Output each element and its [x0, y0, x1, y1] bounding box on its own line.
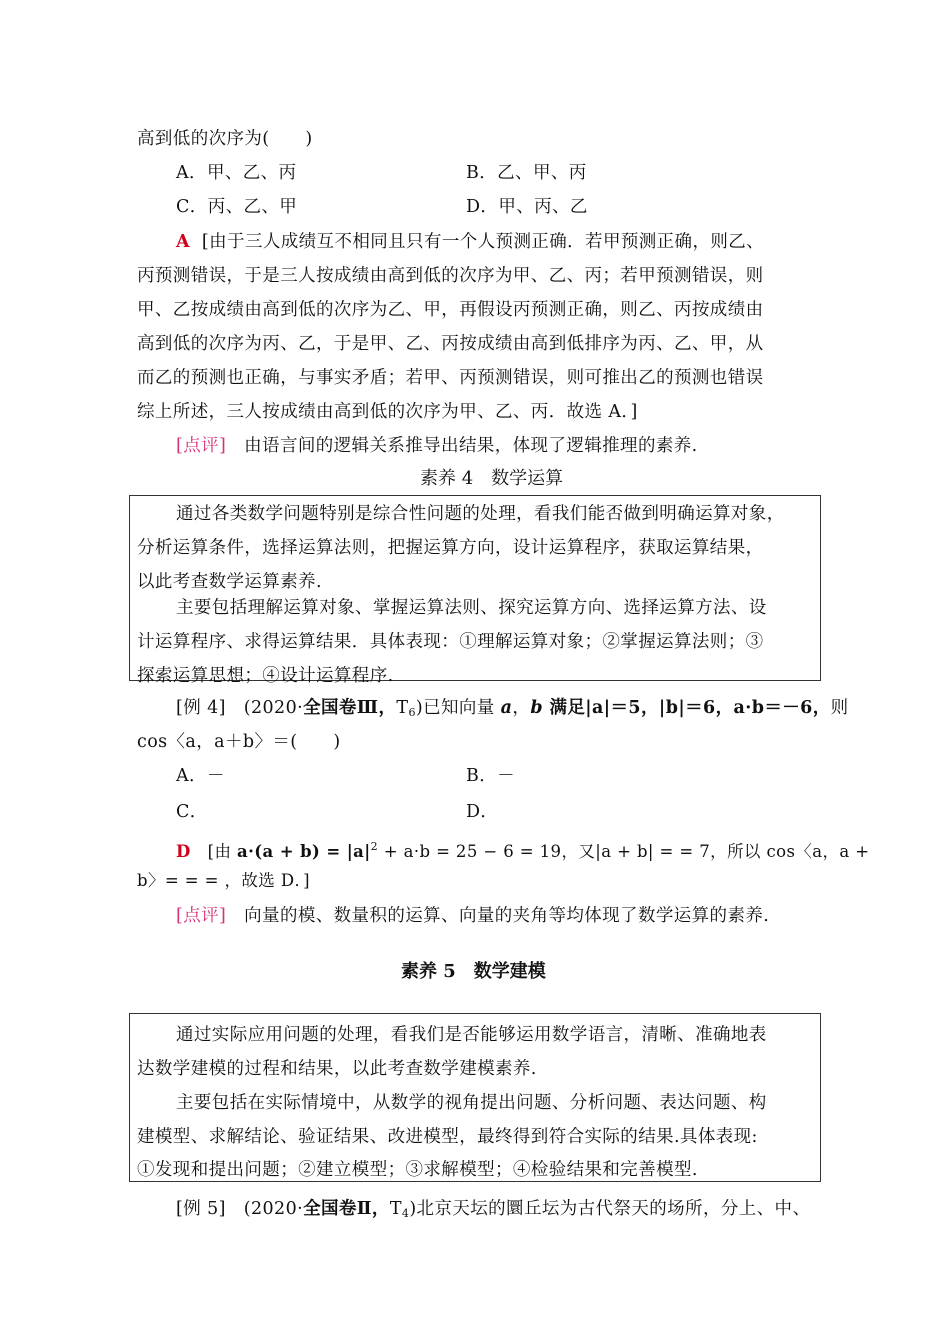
- box-line-2: 分析运算条件，选择运算法则，把握运算方向，设计运算程序，获取运算结果，: [137, 538, 764, 558]
- section-title: 素养 5 数学建模: [401, 961, 546, 982]
- comment-text: 向量的模、数量积的运算、向量的夹角等均体现了数学运算的素养.: [244, 906, 770, 926]
- solution-text: + a·b = 25 − 6 = 19，又|a + b| = = 7，所以 cos〈a，a +: [378, 842, 870, 861]
- solution-line-2: 丙预测错误，于是三人按成绩由高到低的次序为甲、乙、丙；若甲预测错误，则: [137, 266, 764, 286]
- box-line-1: 通过各类数学问题特别是综合性问题的处理，看我们能否做到明确运算对象，: [176, 504, 785, 524]
- question-stem-tail: 高到低的次序为( ): [137, 129, 313, 149]
- option-d: D．甲、丙、乙: [466, 197, 588, 217]
- box-line-4: 主要包括理解运算对象、掌握运算法则、探究运算方向、选择运算方法、设: [176, 598, 767, 618]
- comment-tag: [点评]: [176, 906, 227, 926]
- option-b: B．－: [466, 766, 516, 786]
- option-d: D．: [466, 802, 499, 822]
- solution-prefix: [由: [207, 842, 238, 861]
- example-tag: [例 5]: [176, 1199, 226, 1219]
- solution-line-6: 综上所述，三人按成绩由高到低的次序为甲、乙、丙．故选 A．]: [137, 402, 638, 422]
- comment-text: 由语言间的逻辑关系推导出结果，体现了逻辑推理的素养.: [244, 436, 698, 456]
- example-4-line-2: cos〈a，a＋b〉＝( ): [137, 732, 341, 752]
- box-line-1: 通过实际应用问题的处理，看我们是否能够运用数学语言，清晰、准确地表: [176, 1025, 767, 1045]
- solution-text: [由于三人成绩互不相同且只有一个人预测正确．若甲预测正确，则乙、: [201, 232, 765, 252]
- separator: ，: [512, 698, 531, 718]
- solution-line-3: 甲、乙按成绩由高到低的次序为乙、甲，再假设丙预测正确，则乙、丙按成绩由: [137, 300, 764, 320]
- question-text: )北京天坛的圜丘坛为古代祭天的场所，分上、中、: [409, 1199, 811, 1219]
- solution-line-5: 而乙的预测也正确，与事实矛盾；若甲、丙预测错误，则可推出乙的预测也错误: [137, 368, 764, 388]
- source-exam: 全国卷Ⅱ，: [303, 1199, 390, 1219]
- source-prefix: (2020·: [243, 698, 304, 718]
- condition-3: a·b＝－6，: [733, 698, 831, 718]
- comment-tag: [点评]: [176, 436, 227, 456]
- source-exam: 全国卷Ⅲ，: [303, 698, 397, 718]
- example-4-solution-1: [176, 836, 870, 863]
- source-t: T: [389, 1199, 402, 1219]
- source-t: T: [396, 698, 409, 718]
- solution-exponent: 2: [370, 840, 379, 853]
- option-a: A．甲、乙、丙: [176, 163, 297, 183]
- option-b: B．乙、甲、丙: [466, 163, 587, 183]
- source-prefix: (2020·: [243, 1199, 304, 1219]
- example-5-line-1: [176, 1198, 810, 1225]
- solution-line-1: [176, 231, 764, 253]
- example-tag: [例 4]: [176, 698, 226, 718]
- box-line-2: 达数学建模的过程和结果，以此考查数学建模素养.: [137, 1059, 537, 1079]
- box-line-3: 以此考查数学运算素养.: [137, 572, 322, 592]
- example-4-line-1: [176, 697, 849, 724]
- vector-b: b: [530, 698, 543, 718]
- source-number: 6: [408, 706, 416, 719]
- comment-line: [176, 435, 698, 457]
- box-line-3: 主要包括在实际情境中，从数学的视角提出问题、分析问题、表达问题、构: [176, 1093, 767, 1113]
- question-text-then: 则: [830, 698, 849, 718]
- section-title: 素养 4 数学运算: [420, 468, 564, 489]
- box-line-5: 计运算程序、求得运算结果．具体表现：①理解运算对象；②掌握运算法则；③: [137, 632, 764, 652]
- condition-2: |b|＝6，: [658, 698, 734, 718]
- vector-a: a: [500, 698, 513, 718]
- solution-line-4: 高到低的次序为丙、乙，于是甲、乙、丙按成绩由高到低排序为丙、乙、甲，从: [137, 334, 764, 354]
- source-number: 4: [401, 1207, 410, 1220]
- solution-math: a·(a + b) = |a|: [237, 842, 371, 861]
- option-c: C．: [176, 802, 208, 822]
- answer-letter: D: [176, 842, 191, 861]
- comment-line: [176, 905, 769, 927]
- option-c: C．丙、乙、甲: [176, 197, 298, 217]
- question-text: )已知向量: [415, 698, 501, 718]
- box-line-4: 建模型、求解结论、验证结果、改进模型，最终得到符合实际的结果.具体表现:: [137, 1127, 758, 1147]
- option-a: A．－: [176, 766, 225, 786]
- answer-letter: A: [176, 232, 190, 252]
- box-line-5: ①发现和提出问题；②建立模型；③求解模型；④检验结果和完善模型.: [137, 1160, 698, 1180]
- condition-1: 满足|a|＝5，: [542, 698, 659, 718]
- box-line-6: 探索运算思想；④设计运算程序.: [137, 666, 394, 686]
- example-4-solution-2: b〉= = = ，故选 D．]: [137, 871, 310, 890]
